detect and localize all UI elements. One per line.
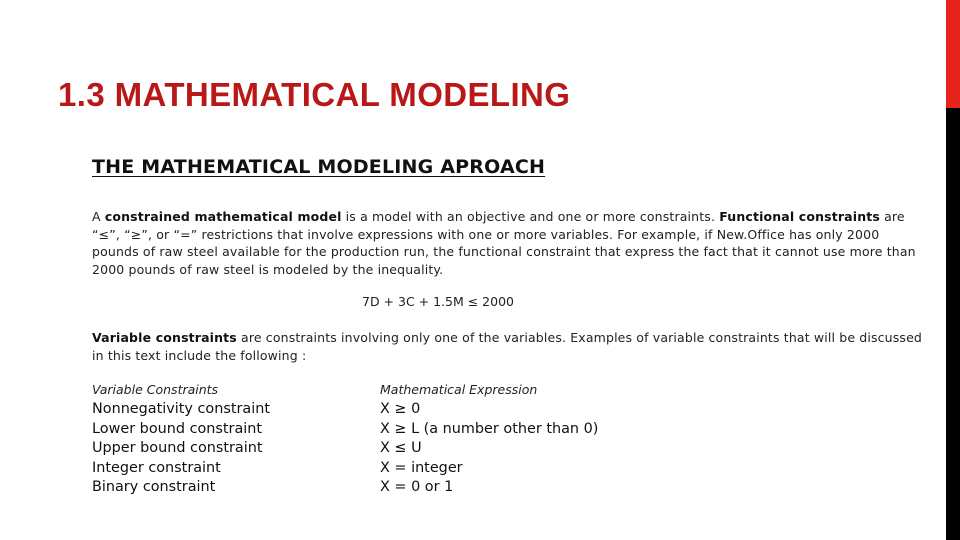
- column-header-variable-constraints: Variable Constraints: [92, 382, 219, 397]
- constraint-name-cell: Nonnegativity constraint: [92, 401, 270, 417]
- expression-cell: X = 0 or 1: [380, 479, 454, 495]
- constraint-name-cell: Upper bound constraint: [92, 440, 263, 456]
- section-heading: THE MATHEMATICAL MODELING APROACH: [92, 156, 546, 178]
- para2-text-1: are constraints involving only one of the variables. Examples of variable constraints that will be discussed in this text include the following :: [92, 330, 923, 363]
- constraints-column: [92, 380, 270, 498]
- term-functional-constraints: Functional constraints: [719, 209, 880, 224]
- expressions-column: [380, 380, 598, 498]
- expression-cell: X ≤ U: [380, 440, 422, 456]
- slide-title: 1.3 MATHEMATICAL MODELING: [58, 76, 571, 113]
- constraint-name-cell: Lower bound constraint: [92, 420, 263, 437]
- side-accent-bar-red: [946, 0, 960, 108]
- constraint-name-cell: Binary constraint: [92, 479, 216, 495]
- inequality-equation: [0, 294, 840, 309]
- expression-cell: X ≥ L (a number other than 0): [380, 420, 599, 437]
- para1-text-1: A: [92, 209, 105, 224]
- constraint-name-cell: Integer constraint: [92, 459, 221, 476]
- paragraph-variable-constraints: [92, 329, 927, 364]
- column-header-mathematical-expression: Mathematical Expression: [380, 382, 538, 397]
- paragraph-constrained-model: [92, 208, 927, 278]
- term-constrained-model: constrained mathematical model: [104, 209, 342, 224]
- expression-cell: X = integer: [380, 459, 463, 476]
- term-variable-constraints: Variable constraints: [92, 330, 237, 345]
- equation-text: 7D + 3C + 1.5M ≤ 2000: [362, 294, 514, 309]
- para1-text-3: are “≤”, “≥”, or “=” restrictions that involve expressions with one or more variables. For example, if New.Office has only 2000 pounds of raw steel available for the production run, the functional constraint that express the fact that it cannot use more than 2000 pounds of raw steel is modeled by the inequality.: [92, 209, 916, 277]
- para1-text-2: is a model with an objective and one or more constraints.: [341, 209, 720, 224]
- expression-cell: X ≥ 0: [380, 401, 421, 417]
- side-accent-bar-black: [946, 108, 960, 540]
